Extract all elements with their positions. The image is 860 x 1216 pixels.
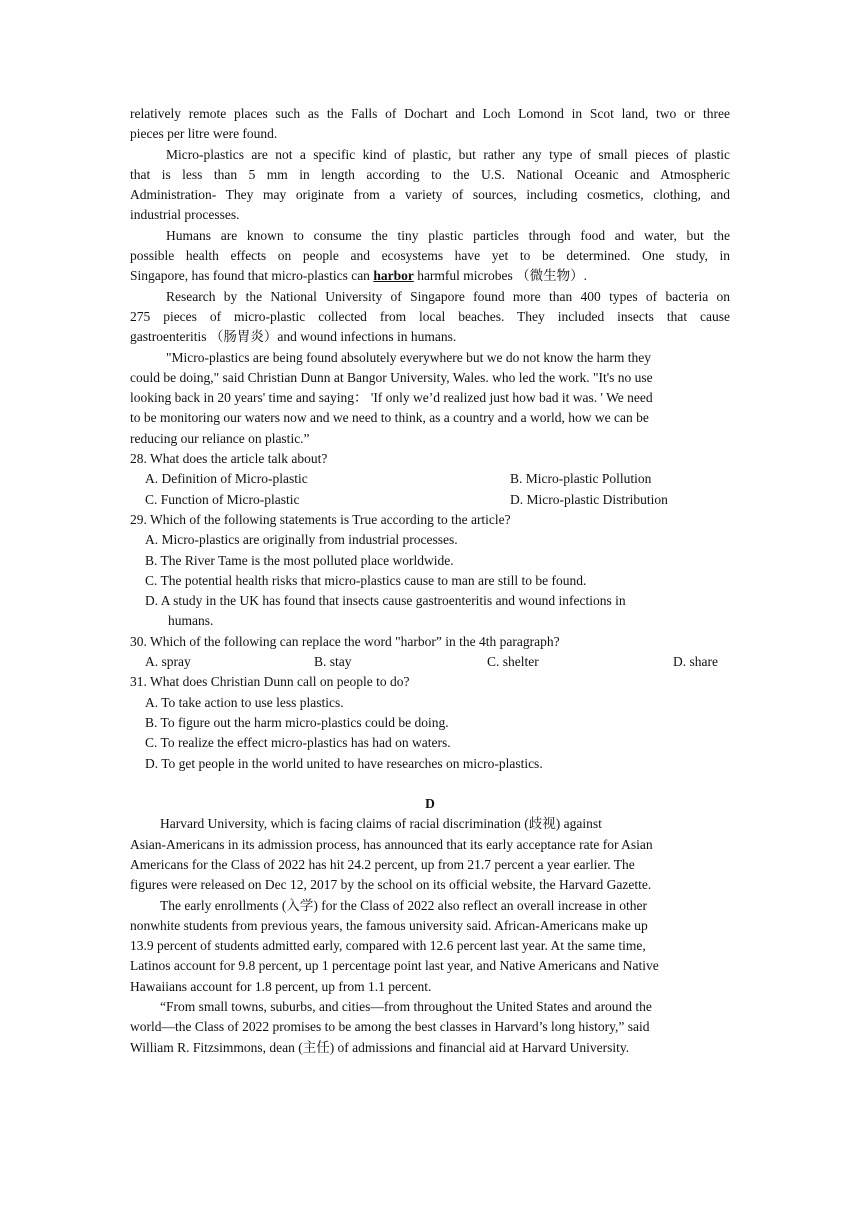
q31-option-d[interactable]: D. To get people in the world united to have researches on micro-plastics. [145, 755, 543, 771]
p3-text-after: harmful microbes （微生物）. [413, 268, 588, 284]
passage-d-p3-line2: world—the Class of 2022 promises to be among the best classes in Harvard’s long history,” said [130, 1019, 650, 1035]
question-28-row2 [130, 490, 730, 510]
passage-c-p2-line3: Administration- They may originate from a variety of sources, including cosmetics, clothing, and [130, 187, 730, 203]
q28-option-a[interactable]: A. Definition of Micro-plastic [145, 471, 308, 487]
passage-c-p2-line2: that is less than 5 mm in length according to the U.S. National Oceanic and Atmospheric [130, 166, 730, 182]
passage-c-p4-line1: Research by the National University of Singapore found more than 400 types of bacteria on [166, 288, 730, 304]
q30-option-c[interactable]: C. shelter [487, 654, 539, 670]
passage-d-p2-line3: 13.9 percent of students admitted early, compared with 12.6 percent last year. At the same time, [130, 938, 646, 954]
passage-d-p2-line2: nonwhite students from previous years, the famous university said. African-Americans make up [130, 917, 648, 933]
passage-c-p5-line3: looking back in 20 years' time and saying： 'If only we’d realized just how bad it was. ' We need [130, 390, 653, 406]
question-31-stem: 31. What does Christian Dunn call on people to do? [130, 674, 410, 690]
passage-c-p1-line1: relatively remote places such as the Falls of Dochart and Loch Lomond in Scot land, two or three [130, 106, 730, 121]
q29-option-c[interactable]: C. The potential health risks that micro-plastics cause to man are still to be found. [145, 572, 587, 588]
passage-d-p2-line4: Latinos account for 9.8 percent, up 1 percentage point last year, and Native Americans and Native [130, 958, 659, 974]
q29-option-a[interactable]: A. Micro-plastics are originally from industrial processes. [145, 532, 458, 548]
passage-c-p3-line1: Humans are known to consume the tiny plastic particles through food and water, but the [166, 227, 730, 243]
question-28-stem: 28. What does the article talk about? [130, 451, 328, 467]
p3-text-before: Singapore, has found that micro-plastics can [130, 268, 374, 284]
passage-d-p1-line4: figures were released on Dec 12, 2017 by the school on its official website, the Harvard Gazette. [130, 877, 652, 893]
q28-option-b[interactable]: B. Micro-plastic Pollution [510, 471, 652, 487]
passage-c-p5-line1: "Micro-plastics are being found absolutely everywhere but we do not know the harm they [166, 349, 651, 365]
question-30-options [130, 652, 730, 672]
passage-c-p5-line5: reducing our reliance on plastic.” [130, 430, 310, 446]
passage-d-p1-line1: Harvard University, which is facing claims of racial discrimination (歧视) against [160, 816, 602, 832]
passage-d-p3-line1: “From small towns, suburbs, and cities—from throughout the United States and around the [160, 999, 652, 1015]
passage-d-p2-line5: Hawaiians account for 1.8 percent, up from 1.1 percent. [130, 978, 432, 994]
q30-option-a[interactable]: A. spray [145, 654, 191, 670]
q29-option-d-continued: humans. [168, 613, 214, 629]
q30-option-d[interactable]: D. share [673, 654, 718, 670]
passage-c-p3-line2: possible health effects on people and ecosystems have yet to be determined. One study, in [130, 248, 730, 264]
passage-d-p2-line1: The early enrollments (入学) for the Class of 2022 also reflect an overall increase in other [160, 897, 647, 913]
q28-option-c[interactable]: C. Function of Micro-plastic [145, 491, 300, 507]
q31-option-a[interactable]: A. To take action to use less plastics. [145, 694, 344, 710]
section-spacer [130, 774, 730, 794]
passage-c-p2-line1: Micro-plastics are not a specific kind of plastic, but rather any type of small pieces of plastic [166, 146, 730, 162]
q28-option-d[interactable]: D. Micro-plastic Distribution [510, 491, 668, 507]
passage-c-p1-line2: pieces per litre were found. [130, 126, 278, 142]
q29-option-d[interactable]: D. A study in the UK has found that insects cause gastroenteritis and wound infections in [145, 593, 626, 609]
q30-option-b[interactable]: B. stay [314, 654, 352, 670]
passage-c-p3-line3 [130, 266, 730, 286]
passage-c-p2-line4: industrial processes. [130, 207, 240, 223]
passage-c-p5-line2: could be doing," said Christian Dunn at Bangor University, Wales. who led the work. "It's no use [130, 369, 653, 385]
passage-d-p1-line3: Americans for the Class of 2022 has hit 24.2 percent, up from 21.7 percent a year earlier. The [130, 856, 635, 872]
exam-page [130, 104, 730, 1058]
question-28-row1 [130, 469, 730, 489]
passage-c-p4-line2: 275 pieces of micro-plastic collected from local beaches. They included insects that cause [130, 308, 730, 324]
question-30-stem: 30. Which of the following can replace the word "harbor” in the 4th paragraph? [130, 633, 560, 649]
passage-c-p5-line4: to be monitoring our waters now and we need to think, as a country and a world, how we can be [130, 410, 649, 426]
passage-d-p1-line2: Asian-Americans in its admission process, has announced that its early acceptance rate for Asian [130, 836, 653, 852]
q31-option-c[interactable]: C. To realize the effect micro-plastics has had on waters. [145, 735, 451, 751]
passage-d-p3-line3: William R. Fitzsimmons, dean (主任) of admissions and financial aid at Harvard University. [130, 1039, 630, 1055]
q29-option-b[interactable]: B. The River Tame is the most polluted place worldwide. [145, 552, 454, 568]
passage-d-heading: D [425, 796, 435, 812]
question-29-stem: 29. Which of the following statements is True according to the article? [130, 511, 511, 527]
harbor-keyword: harbor [373, 268, 414, 284]
q31-option-b[interactable]: B. To figure out the harm micro-plastics could be doing. [145, 714, 449, 730]
passage-c-p4-line3: gastroenteritis （肠胃炎）and wound infections in humans. [130, 329, 457, 345]
